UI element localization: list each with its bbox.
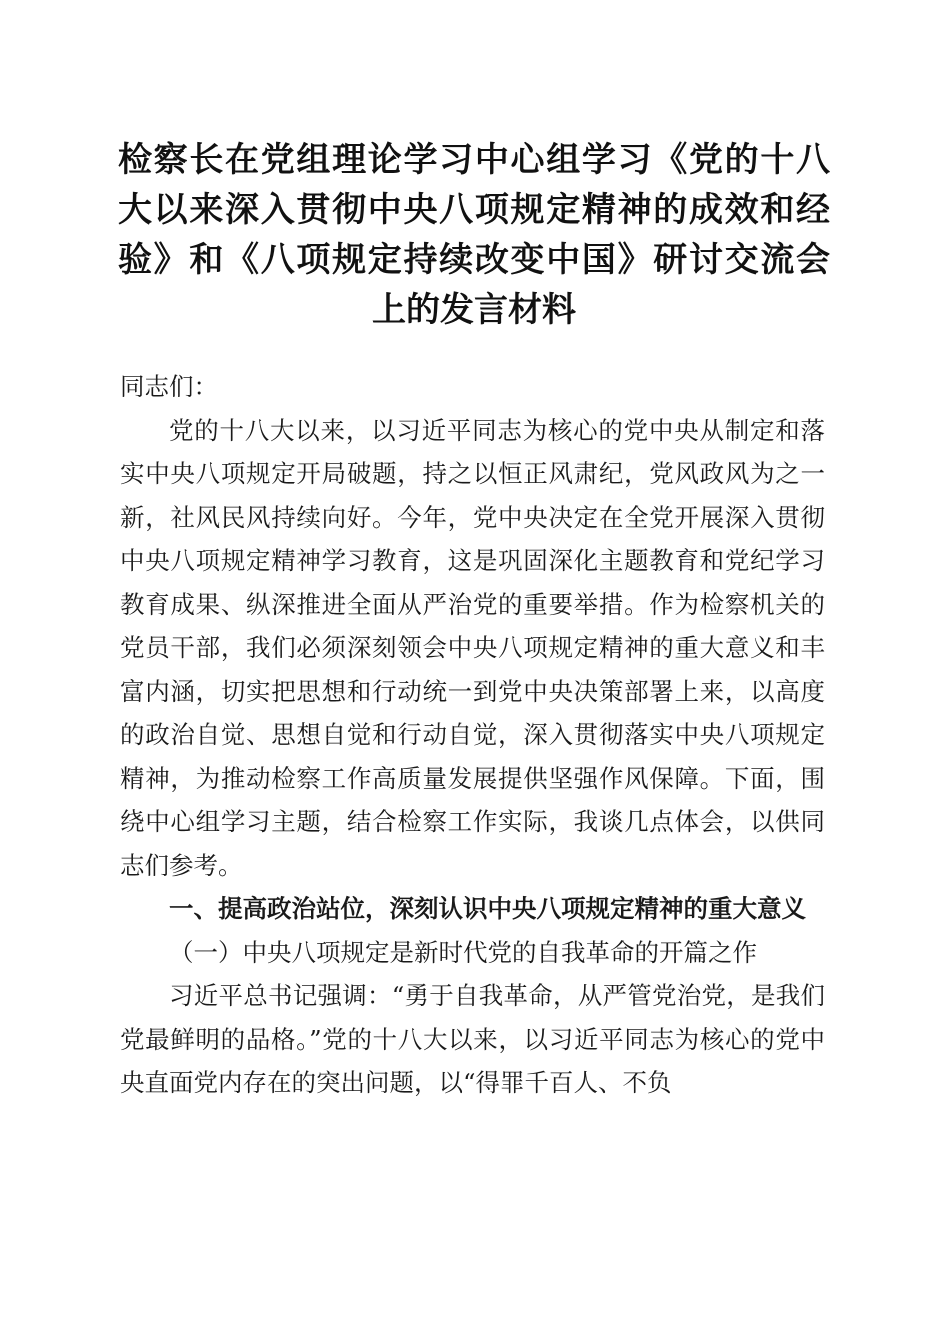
document-title: 检察长在党组理论学习中心组学习《党的十八大以来深入贯彻中央八项规定精神的成效和经验》和《八项规定持续改变中国》研讨交流会上的发言材料 xyxy=(118,140,830,330)
document-body xyxy=(120,365,825,1105)
intro-paragraph: 党的十八大以来，以习近平同志为核心的党中央从制定和落实中央八项规定开局破题，持之以恒正风肃纪，党风政风为之一新，社风民风持续向好。今年，党中央决定在全党开展深入贯彻中央八项规定精神学习教育，这是巩固深化主题教育和党纪学习教育成果、纵深推进全面从严治党的重要举措。作为检察机关的党员干部，我们必须深刻领会中央八项规定精神的重大意义和丰富内涵，切实把思想和行动统一到党中央决策部署上来，以高度的政治自觉、思想自觉和行动自觉，深入贯彻落实中央八项规定精神，为推动检察工作高质量发展提供坚强作风保障。下面，围绕中心组学习主题，结合检察工作实际，我谈几点体会，以供同志们参考。 xyxy=(120,415,825,880)
section-heading: 一、提高政治站位，深刻认识中央八项规定精神的重大意义 xyxy=(169,894,806,923)
salutation: 同志们： xyxy=(120,372,218,401)
subsection-heading: （一）中央八项规定是新时代党的自我革命的开篇之作 xyxy=(169,937,757,967)
subsection-paragraph: 习近平总书记强调：“勇于自我革命，从严管党治党，是我们党最鲜明的品格。”党的十八大以来，以习近平同志为核心的党中央直面党内存在的突出问题，以“得罪千百人、不负 xyxy=(120,981,825,1097)
